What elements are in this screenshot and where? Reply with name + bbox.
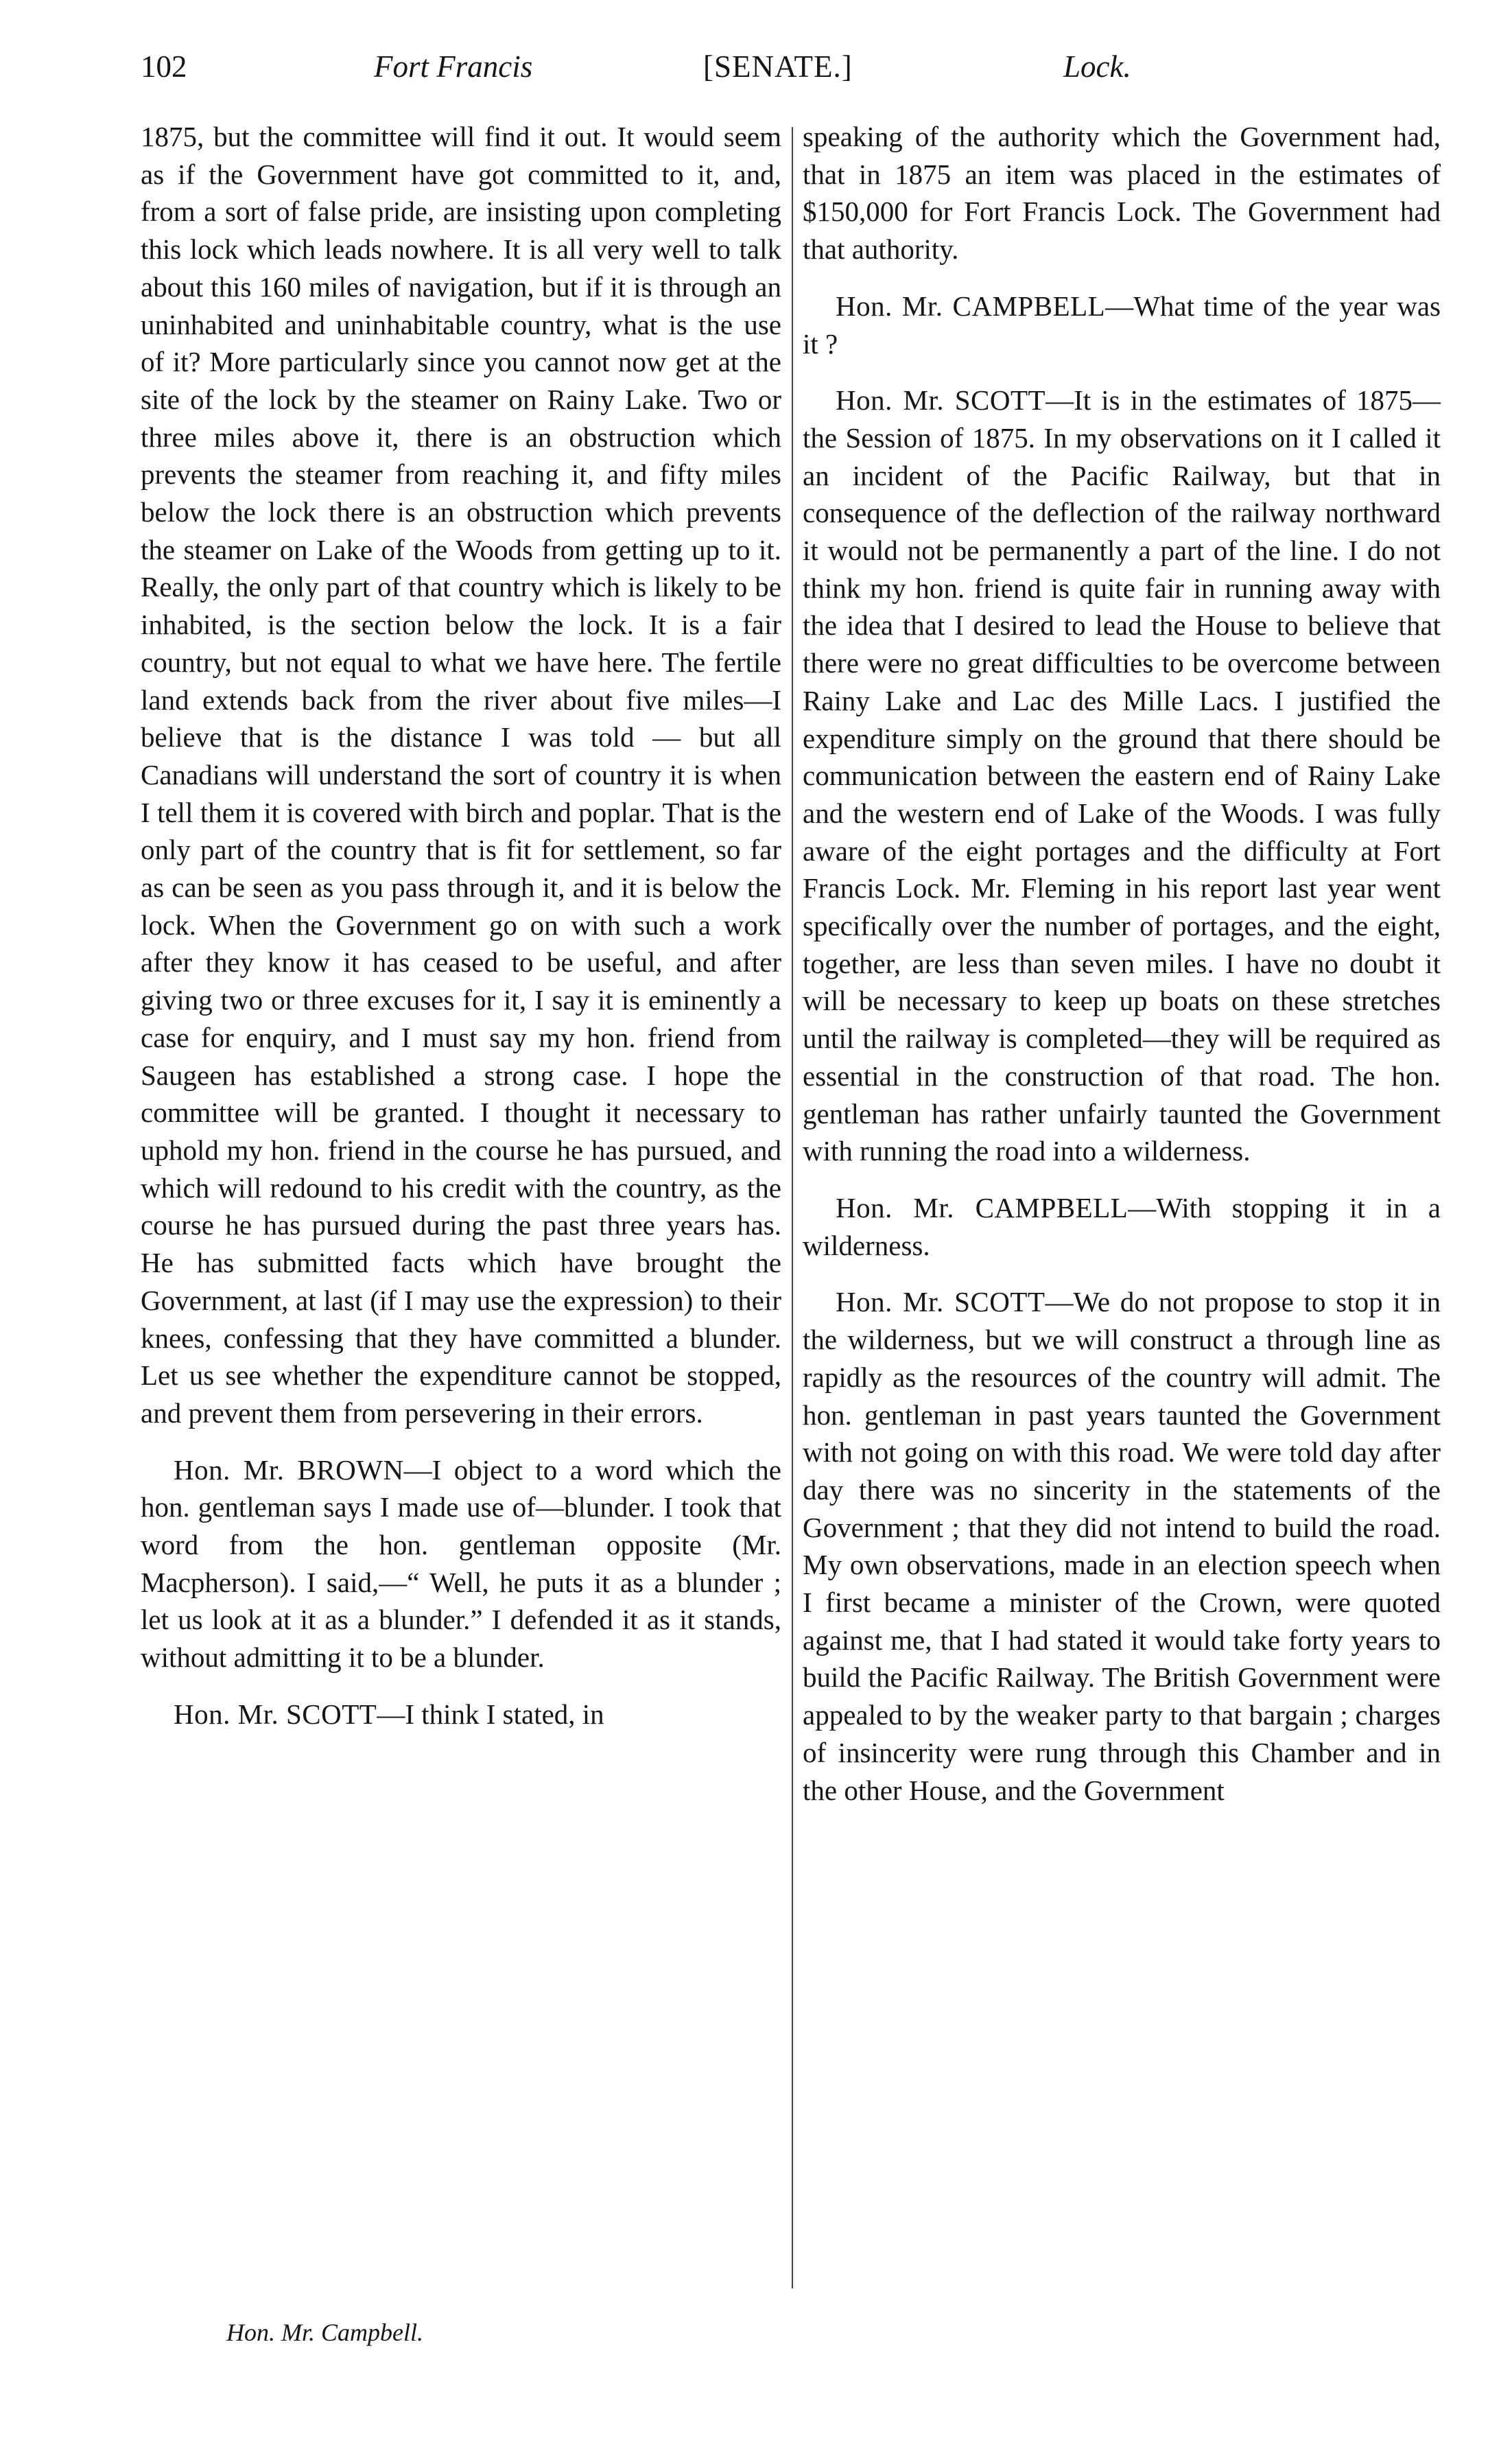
catchword: Hon. Mr. Campbell. xyxy=(226,2319,423,2346)
speech-text: —I object to a word which the hon. gentleman says I made use of—blunder. I took that word from the hon. gentleman opposite (Mr. Macpherson). I said,—“ Well, he puts it as a blunder ; let us look at it as a blunder.” I defended it as it stands, without admitting it to be a blunder. xyxy=(141,1453,781,1674)
speaker-name: Hon. Mr. SCOTT xyxy=(836,384,1046,417)
speaker-name: Hon. Mr. CAMPBELL xyxy=(836,290,1106,322)
page-number: 102 xyxy=(141,49,187,84)
column-divider xyxy=(792,127,793,2289)
left-speech-scott xyxy=(141,1696,781,1733)
speaker-name: Hon. Mr. BROWN xyxy=(174,1453,404,1486)
running-title-left: Fort Francis xyxy=(374,49,533,84)
right-speech-campbell-1 xyxy=(803,288,1441,362)
speech-text: —I think I stated, in xyxy=(377,1698,604,1730)
left-paragraph-continued: 1875, but the committee will find it out. It would seem as if the Government have got committed to it, and, from a sort of false pride, are insisting upon completing this lock which leads nowhere. It is all very well to talk about this 160 miles of navigation, but if it is through an uninhabited and uninhabitable country, what is the use of it? More particularly since you cannot now get at the site of the lock by the steamer on Rainy Lake. Two or three miles above it, there is an obstruction which prevents the steamer from reaching it, and fifty miles below the lock there is an obstruction which prevents the steamer on Lake of the Woods from getting up to it. Really, the only part of that country which is likely to be inhabited, is the section below the lock. It is a fair country, but not equal to what we have here. The fertile land extends back from the river about five miles—I believe that is the distance I was told — but all Canadians will understand the sort of country it is when I tell them it is covered with birch and poplar. That is the only part of the country that is fit for settlement, so far as can be seen as you pass through it, and it is below the lock. When the Government go on with such a work after they know it has ceased to be useful, and after giving two or three excuses for it, I say it is eminently a case for enquiry, and I must say my hon. friend from Saugeen has established a strong case. I hope the committee will be granted. I thought it necessary to uphold my hon. friend in the course he has pursued, and which will redound to his credit with the country, as the course he has pursued during the past three years has. He has submitted facts which have brought the Government, at last (if I may use the expression) to their knees, confessing that they have committed a blunder. Let us see whether the expenditure cannot be stopped, and prevent them from persevering in their errors. xyxy=(141,121,781,1429)
left-speech-brown xyxy=(141,1451,781,1676)
speech-text: —What time of the year was it ? xyxy=(803,290,1441,360)
speech-text: —It is in the estimates of 1875—the Session of 1875. In my observations on it I called it an incident of the Pacific Railway, but that in consequence of the deflection of the railway northward it would not be permanently a part of the line. I do not think my hon. friend is quite fair in running away with the idea that I desired to lead the House to believe that there were no great difficulties to be overcome between Rainy Lake and Lac des Mille Lacs. I justified the expenditure simply on the ground that there should be communication between the eastern end of Rainy Lake and the western end of Lake of the Woods. I was fully aware of the eight portages and the difficulty at Fort Francis Lock. Mr. Fleming in his report last year went specifically over the number of portages, and the eight, together, are less than seven miles. I have no doubt it will be necessary to keep up boats on these stretches until the railway is completed—they will be required as essential in the construction of that road. The hon. gentleman has rather unfairly taunted the Government with running the road into a wilderness. xyxy=(803,384,1441,1167)
speaker-name: Hon. Mr. CAMPBELL xyxy=(836,1191,1129,1224)
speech-text: —With stopping it in a wilderness. xyxy=(803,1191,1441,1261)
running-title-right: Lock. xyxy=(1063,49,1131,84)
speech-text: —We do not propose to stop it in the wilderness, but we will construct a through line as rapidly as the resources of the country will admit. The hon. gentleman in past years taunted the Government with not going on with this road. We were told day after day there was no sincerity in the statements of the Government ; that they did not intend to build the road. My own observations, made in an election speech when I first became a minister of the Crown, were quoted against me, that I had stated it would take forty years to build the Pacific Railway. The British Government were appealed to by the weaker party to that bargain ; charges of insincerity were rung through this Chamber and in the other House, and the Government xyxy=(803,1286,1441,1806)
right-paragraph-continued: speaking of the authority which the Government had, that in 1875 an item was placed in the estimates of $150,000 for Fort Francis Lock. The Government had that authority. xyxy=(803,121,1441,266)
speaker-name: Hon. Mr. SCOTT xyxy=(174,1698,377,1730)
right-column xyxy=(803,118,1441,1809)
right-speech-scott-1 xyxy=(803,382,1441,1170)
running-head xyxy=(141,43,1166,91)
right-speech-campbell-2 xyxy=(803,1189,1441,1264)
left-column xyxy=(141,118,781,1733)
speaker-name: Hon. Mr. SCOTT xyxy=(836,1286,1046,1318)
running-title-center: [SENATE.] xyxy=(703,49,853,84)
right-speech-scott-2 xyxy=(803,1283,1441,1809)
